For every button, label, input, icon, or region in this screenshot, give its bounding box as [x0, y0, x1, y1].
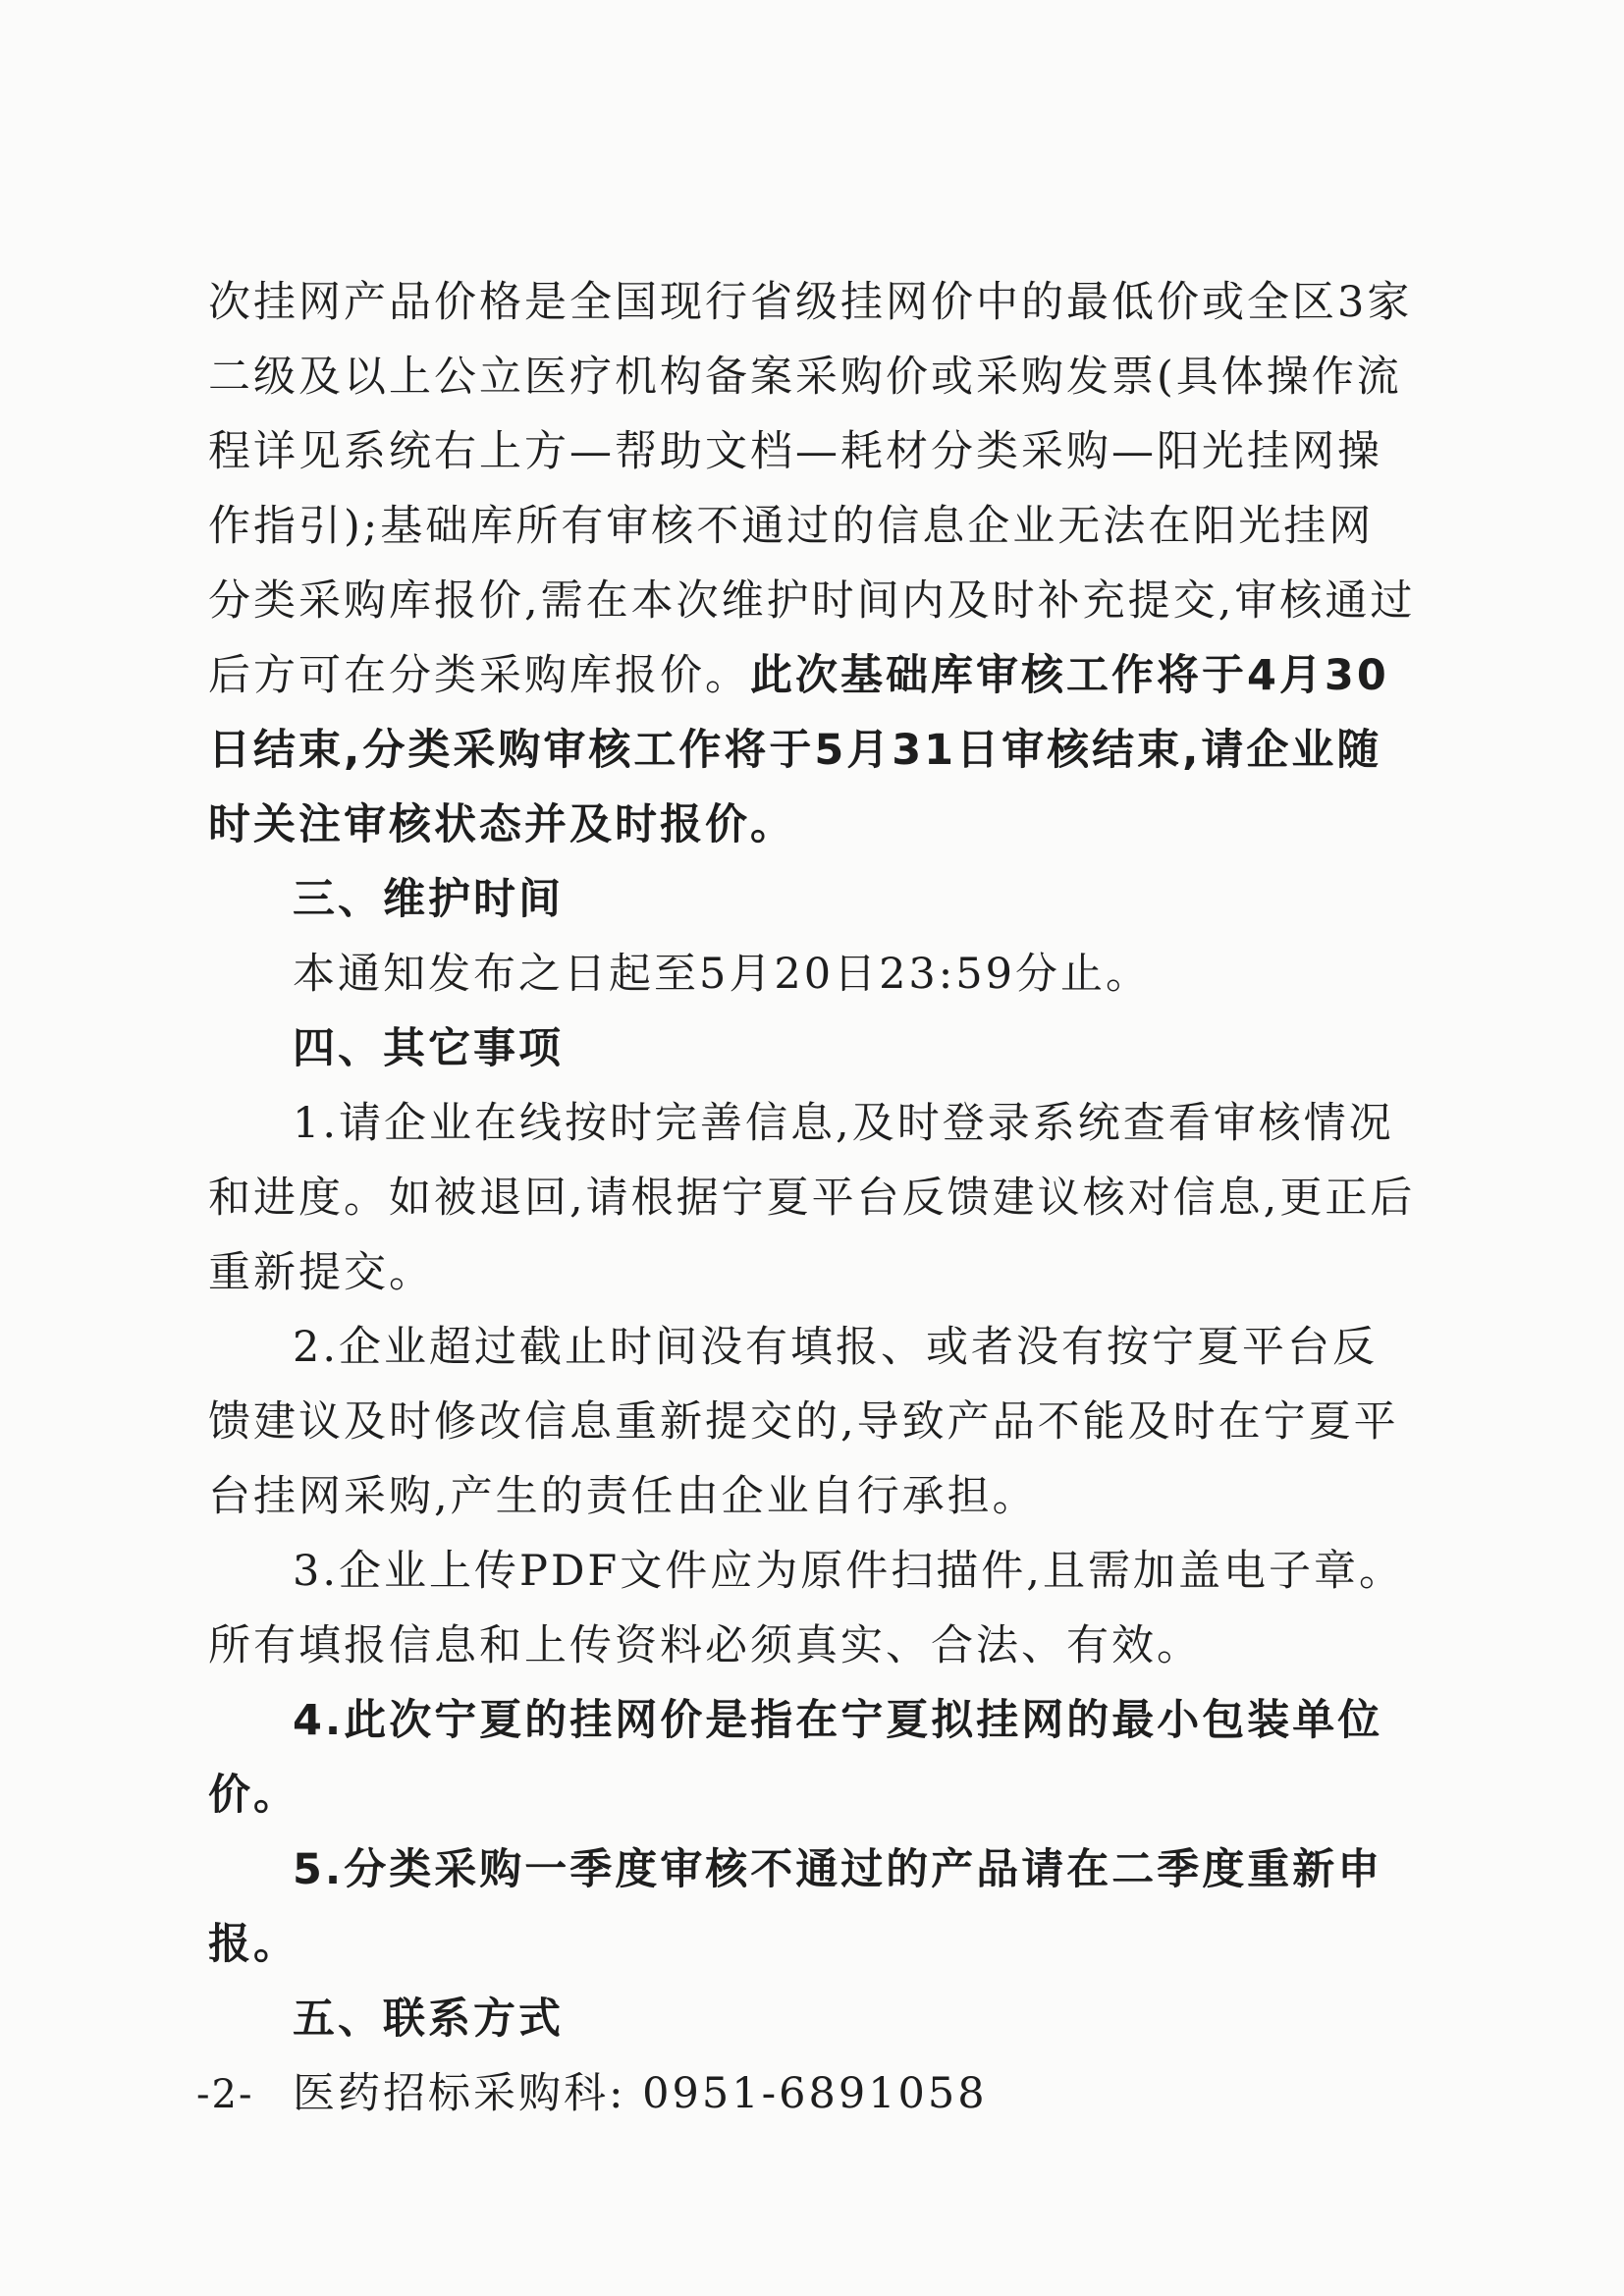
document-body — [208, 265, 1416, 2131]
section-3-heading: 三、维护时间 — [293, 875, 564, 924]
item-4: 4.此次宁夏的挂网价是指在宁夏拟挂网的最小包装单位价。 — [208, 1696, 1383, 1820]
page-number: -2- — [196, 2072, 254, 2117]
section-5-heading: 五、联系方式 — [293, 1995, 564, 2044]
section-4-heading: 四、其它事项 — [293, 1024, 564, 1073]
item-2: 2.企业超过截止时间没有填报、或者没有按宁夏平台反馈建议及时修改信息重新提交的,导致产品不能及时在宁夏平台挂网采购,产生的责任由企业自行承担。 — [208, 1323, 1399, 1521]
item-3-line-1: 3.企业上传PDF文件应为原件扫描件,且需加盖电子章。 — [293, 1547, 1404, 1596]
paragraph-1 — [208, 265, 1416, 862]
item-3-line-2: 所有填报信息和上传资料必须真实、合法、有效。 — [208, 1621, 1202, 1670]
item-1: 1.请企业在线按时完善信息,及时登录系统查看审核情况和进度。如被退回,请根据宁夏平台反馈建议核对信息,更正后重新提交。 — [208, 1099, 1416, 1297]
contact-line: 医药招标采购科: 0951-6891058 — [293, 2069, 988, 2118]
item-5: 5.分类采购一季度审核不通过的产品请在二季度重新申报。 — [208, 1845, 1383, 1969]
paragraph-1-text: 次挂网产品价格是全国现行省级挂网价中的最低价或全区3家二级及以上公立医疗机构备案采购价或采购发票(具体操作流程详见系统右上方—帮助文档—耗材分类采购—阳光挂网操作指引);基础库所有审核不通过的信息企业无法在阳光挂网分类采购库报价,需在本次维护时间内及时补充提交,审核通过后方可在分类采购库报价。 — [208, 278, 1416, 700]
section-3-text: 本通知发布之日起至5月20日23:59分止。 — [293, 950, 1151, 999]
paragraph-1-bold-text: 此次基础库审核工作将于4月30日结束,分类采购审核工作将于5月31日审核结束,请企业随时关注审核状态并及时报价。 — [208, 651, 1389, 849]
